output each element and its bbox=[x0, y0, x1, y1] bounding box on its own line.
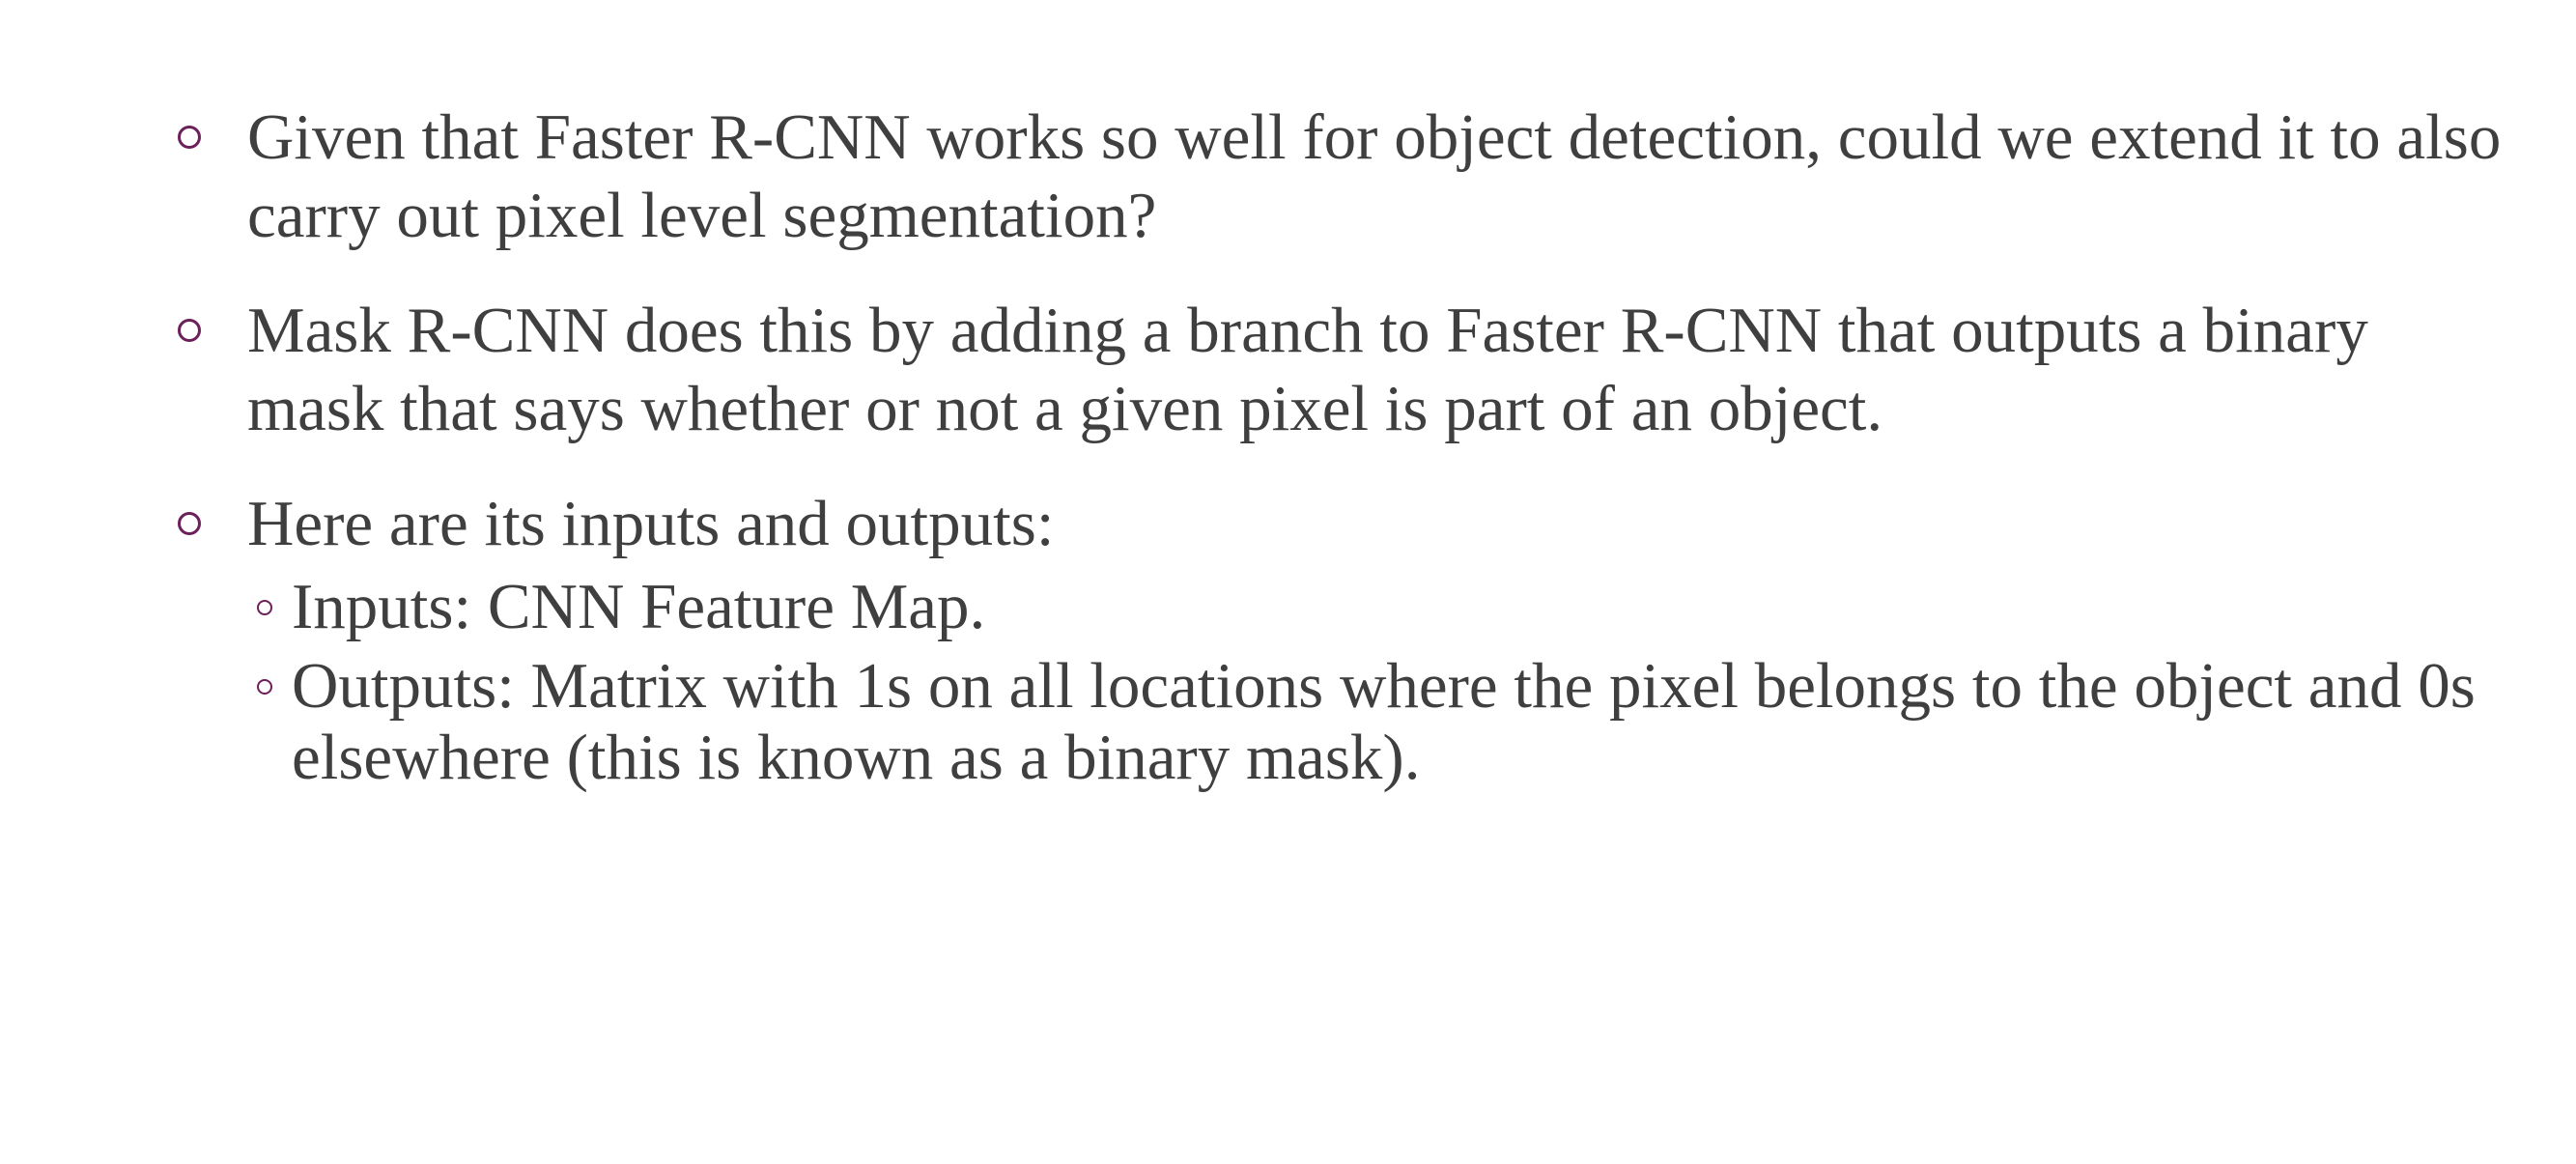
bullet-text: Given that Faster R-CNN works so well for object detection, could we extend it to also carry out pixel level segmentation? bbox=[247, 101, 2502, 251]
bullet-item bbox=[174, 292, 2511, 448]
hollow-circle-bullet-icon bbox=[178, 512, 201, 535]
bullet-text: Here are its inputs and outputs: bbox=[247, 488, 1055, 559]
hollow-circle-bullet-icon bbox=[178, 126, 201, 149]
sub-bullet-list bbox=[247, 571, 2511, 793]
sub-bullet-text: Inputs: CNN Feature Map. bbox=[292, 571, 986, 642]
bullet-list bbox=[174, 99, 2511, 830]
bullet-text: Mask R-CNN does this by adding a branch to Faster R-CNN that outputs a binary mask that says whether or not a given pixel is part of an object. bbox=[247, 295, 2368, 444]
small-hollow-circle-bullet-icon bbox=[257, 600, 272, 615]
hollow-circle-bullet-icon bbox=[178, 319, 201, 342]
sub-bullet-item bbox=[247, 571, 2511, 642]
small-hollow-circle-bullet-icon bbox=[257, 679, 272, 695]
sub-bullet-item bbox=[247, 650, 2511, 793]
bullet-item bbox=[174, 485, 2511, 793]
sub-bullet-text: Outputs: Matrix with 1s on all locations where the pixel belongs to the object and 0s elsewhere (this is known as a binary mask). bbox=[292, 650, 2476, 793]
bullet-item bbox=[174, 99, 2511, 255]
